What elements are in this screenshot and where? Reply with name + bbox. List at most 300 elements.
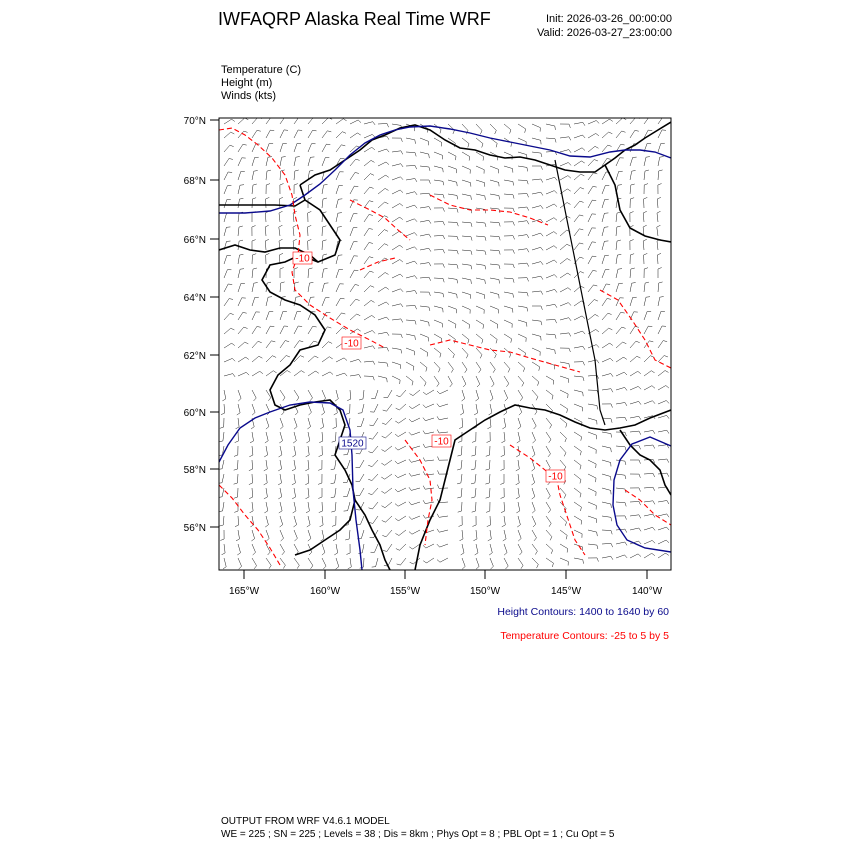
wind-barb	[503, 530, 506, 541]
wind-barb	[518, 166, 528, 171]
wind-barb	[420, 292, 430, 296]
lat-label: 56°N	[183, 523, 206, 534]
wind-barb	[616, 131, 626, 138]
wind-barb	[532, 432, 536, 443]
wind-barb	[383, 404, 392, 411]
wind-barb	[378, 273, 389, 279]
wind-barb	[364, 160, 375, 166]
wind-barb	[486, 446, 490, 456]
wind-barb	[490, 124, 496, 134]
wind-barb	[588, 390, 598, 394]
wind-barb	[490, 558, 493, 569]
wind-barb	[546, 418, 552, 429]
wind-barb	[434, 208, 445, 212]
wind-barb	[457, 460, 462, 470]
wind-barb	[643, 239, 647, 250]
wind-barb	[224, 358, 235, 362]
wind-barb	[462, 194, 471, 200]
wind-barb	[490, 362, 495, 373]
wind-barb	[392, 151, 403, 155]
wind-barb	[434, 194, 444, 198]
wind-barb	[280, 311, 287, 320]
wind-barb	[546, 320, 557, 324]
init-time: Init: 2026-03-26_00:00:00	[546, 13, 672, 25]
wind-barb	[336, 358, 347, 362]
wind-barb	[658, 527, 669, 530]
wind-barb	[588, 256, 596, 264]
wind-barb	[462, 180, 471, 187]
wind-barb	[409, 544, 420, 549]
wind-barb	[336, 373, 347, 376]
wind-barb	[560, 318, 571, 321]
wind-barb	[350, 159, 360, 166]
wind-barb	[420, 376, 426, 386]
wind-barb	[293, 502, 296, 513]
wind-barb	[266, 341, 275, 348]
wind-barb	[266, 326, 274, 334]
wind-barb	[471, 446, 476, 456]
wind-barb	[574, 544, 583, 551]
wind-barb	[448, 334, 455, 343]
wind-barb	[532, 276, 543, 279]
wind-barb	[224, 343, 235, 348]
wind-barb	[264, 488, 268, 499]
wind-barb	[392, 217, 403, 222]
wind-barb	[406, 166, 417, 170]
wind-barb	[485, 474, 490, 484]
wind-barb	[294, 418, 297, 429]
wind-barb	[359, 390, 364, 400]
wind-barb	[546, 124, 555, 130]
lon-label: 155°W	[389, 586, 421, 597]
wind-barb	[434, 235, 445, 239]
wind-barb	[476, 558, 479, 569]
wind-barb	[406, 192, 417, 195]
wind-barb	[423, 486, 434, 490]
wind-barb	[574, 135, 585, 138]
wind-barb	[616, 446, 626, 451]
wind-barb	[406, 261, 417, 264]
wind-barb	[437, 390, 448, 394]
wind-barb	[532, 262, 543, 265]
wind-barb	[382, 502, 393, 508]
wind-barb	[658, 268, 662, 279]
wind-barb	[395, 418, 406, 423]
wind-barb	[658, 459, 669, 463]
wind-barb	[308, 371, 319, 376]
lon-label: 150°W	[469, 586, 501, 597]
wind-barb	[238, 283, 245, 292]
wind-barb	[588, 404, 598, 409]
wind-barb	[336, 328, 346, 334]
wind-barb	[357, 418, 364, 427]
wind-barb	[546, 218, 557, 222]
wind-barb	[546, 191, 557, 194]
wind-barb	[409, 432, 420, 435]
wind-barb	[658, 297, 664, 307]
wind-barb	[420, 166, 430, 171]
wind-barb	[280, 558, 285, 569]
model-info: OUTPUT FROM WRF V4.6.1 MODEL	[221, 816, 390, 827]
wind-barb	[476, 180, 485, 187]
wind-barb	[462, 152, 470, 161]
wind-barb	[406, 291, 417, 295]
wind-barb	[378, 317, 389, 320]
wind-barb	[602, 556, 613, 559]
wind-barb	[489, 404, 492, 415]
wind-barb	[350, 173, 359, 181]
southeast-panhandle	[620, 430, 671, 495]
wind-barb	[532, 192, 543, 195]
wind-barb	[294, 530, 297, 541]
wind-barb	[602, 132, 612, 138]
wind-barb	[252, 356, 262, 362]
wind-barb	[630, 488, 641, 492]
wind-barb	[336, 284, 344, 292]
wind-barb	[347, 390, 351, 401]
wind-barb	[490, 292, 499, 298]
wind-barb	[462, 278, 471, 284]
wind-barb	[294, 268, 298, 278]
wind-barb	[448, 250, 458, 254]
wind-barb	[350, 299, 360, 306]
wind-barb	[602, 502, 611, 508]
wind-barb	[409, 502, 420, 505]
wind-barb	[423, 404, 434, 408]
wind-barb	[294, 516, 297, 527]
wind-barb	[500, 474, 504, 485]
wind-barb	[504, 222, 515, 226]
wind-barb	[236, 530, 240, 541]
wind-barb	[574, 331, 585, 334]
wind-barb	[224, 213, 231, 222]
wind-barb	[560, 558, 568, 566]
wind-barb	[448, 236, 458, 240]
wind-barb	[378, 149, 389, 152]
wind-barb	[420, 152, 429, 158]
wind-barb	[344, 502, 350, 511]
wind-barb	[460, 404, 463, 415]
wind-barb	[396, 390, 406, 397]
wind-barb	[644, 386, 655, 390]
wind-barb	[560, 244, 570, 250]
wind-barb	[546, 488, 550, 499]
wind-barb	[560, 446, 566, 456]
wind-barb	[319, 502, 323, 513]
height-contours	[219, 126, 671, 570]
wind-barb	[280, 268, 284, 279]
wind-barb	[350, 214, 357, 222]
height-contour-label: 1520	[341, 438, 364, 450]
wind-barb	[320, 418, 323, 429]
wind-barb	[574, 362, 585, 366]
wind-barb	[434, 264, 445, 268]
wind-barb	[448, 376, 452, 387]
wind-barb	[448, 166, 457, 173]
wind-barb	[490, 236, 500, 240]
wind-barb	[322, 558, 326, 569]
wind-barb	[224, 145, 234, 152]
wind-barb	[294, 371, 305, 376]
wind-barb	[476, 278, 485, 284]
wind-barb	[318, 488, 322, 499]
wind-barb	[368, 488, 378, 495]
wind-barb	[364, 331, 375, 335]
wind-barb	[658, 540, 669, 544]
wind-barb	[616, 226, 621, 236]
wind-barb	[630, 431, 641, 435]
wind-barb	[308, 558, 313, 569]
height-contour-legend: Height Contours: 1400 to 1640 by 60	[497, 606, 669, 618]
wind-barb	[280, 157, 286, 167]
wind-barb	[574, 122, 585, 125]
wind-barb	[602, 119, 613, 124]
wind-barb	[434, 138, 442, 146]
wind-barb	[657, 253, 661, 264]
wind-barb	[532, 179, 543, 183]
wind-barb	[336, 269, 343, 278]
wind-barb	[602, 145, 612, 152]
wind-barb	[546, 177, 557, 180]
wind-barb	[368, 446, 378, 453]
wind-barb	[518, 376, 524, 386]
wind-barb	[504, 166, 513, 173]
wind-barb	[252, 558, 257, 569]
wind-barb	[658, 311, 665, 320]
wind-barb	[381, 460, 392, 465]
wind-barb	[532, 474, 535, 485]
wind-barb	[336, 255, 342, 264]
wind-barb	[238, 118, 248, 124]
wind-barb	[252, 297, 259, 306]
wind-barb	[462, 334, 469, 344]
wind-barb	[518, 348, 526, 357]
wind-barb	[658, 553, 669, 558]
wind-barb	[588, 300, 598, 307]
wind-barb	[602, 374, 613, 377]
wind-barb	[532, 348, 540, 356]
lat-label: 68°N	[183, 176, 206, 187]
wind-barb	[266, 312, 273, 321]
wind-barb	[518, 180, 528, 184]
wind-barb	[474, 404, 478, 415]
wind-barb	[471, 474, 476, 484]
wind-barb	[476, 348, 482, 358]
wind-barb	[504, 306, 513, 313]
wind-barb	[392, 362, 401, 369]
wind-barb	[658, 356, 668, 363]
wind-barb	[294, 130, 302, 138]
wind-barb	[423, 431, 434, 434]
wind-barb	[602, 328, 612, 334]
wind-barb	[266, 530, 269, 541]
field-label-height: Height (m)	[221, 77, 273, 89]
wind-barb	[369, 418, 378, 426]
lon-label: 160°W	[309, 586, 341, 597]
wind-barb	[546, 289, 557, 292]
wind-barb	[250, 502, 254, 513]
wind-barb	[406, 334, 415, 340]
wind-barb	[252, 268, 257, 278]
wind-barb	[364, 286, 374, 292]
wind-barb	[382, 530, 392, 537]
wind-barb	[616, 542, 627, 545]
wind-barb	[574, 376, 584, 381]
wind-barb	[504, 278, 514, 283]
wind-barb	[560, 362, 570, 368]
wind-barb	[252, 254, 256, 264]
wind-barb	[420, 277, 431, 281]
wind-barb	[518, 124, 526, 133]
wind-barb	[280, 282, 285, 292]
wind-barb	[486, 502, 490, 512]
temp-contour-south-b	[405, 440, 432, 545]
wind-barb	[322, 158, 329, 166]
wind-barb	[643, 211, 647, 222]
wind-barb	[658, 282, 663, 292]
wind-barb	[471, 460, 476, 470]
wind-barb	[448, 362, 453, 373]
wind-barb	[532, 138, 541, 144]
wind-barb	[252, 544, 256, 555]
wind-barb	[371, 544, 379, 552]
wind-barb	[476, 138, 483, 148]
wind-barb	[574, 215, 583, 222]
wind-barb	[322, 357, 333, 362]
wind-barb	[234, 460, 238, 470]
wind-barb	[350, 270, 358, 278]
wind-barb	[238, 357, 249, 362]
wind-barb	[476, 362, 481, 373]
wind-barb	[574, 460, 581, 469]
wind-barb	[588, 460, 596, 468]
wind-barb	[252, 240, 256, 250]
wind-barb	[532, 460, 535, 471]
wind-barb	[307, 418, 310, 429]
wind-barb	[658, 130, 666, 138]
wind-barb	[532, 418, 536, 429]
wind-barb	[252, 283, 258, 293]
wind-barb	[518, 418, 521, 429]
wind-barb	[294, 157, 300, 167]
wind-barb	[364, 346, 375, 349]
wind-barb	[409, 473, 420, 476]
wind-barb	[364, 187, 374, 194]
wind-barb	[238, 558, 242, 569]
wind-barb	[308, 211, 312, 222]
wind-barb	[602, 255, 609, 264]
wind-barb	[336, 145, 345, 152]
wind-barb	[252, 371, 263, 376]
wind-barb	[560, 418, 567, 428]
wind-barb	[322, 298, 329, 306]
wind-barb	[238, 158, 246, 166]
wind-barb	[222, 544, 226, 555]
wind-barb	[574, 502, 581, 511]
wind-barb	[560, 432, 566, 442]
wind-barb	[644, 473, 655, 477]
wind-barb	[560, 516, 567, 526]
wind-barb	[574, 286, 584, 292]
temperature-contours	[219, 128, 671, 565]
wind-barb	[294, 558, 299, 569]
wind-barb	[588, 558, 599, 562]
wind-barb	[358, 404, 364, 413]
wind-barb	[448, 180, 457, 186]
wind-barb	[434, 250, 445, 254]
wind-barb	[658, 501, 669, 505]
wind-barb	[588, 173, 597, 180]
wind-barb	[560, 203, 571, 209]
field-label-winds: Winds (kts)	[221, 90, 276, 102]
wind-barb	[644, 553, 655, 558]
wind-barb	[437, 404, 448, 407]
temp-contour-label: -10	[548, 471, 563, 483]
wind-barb	[574, 530, 582, 538]
wind-barb	[630, 341, 640, 348]
wind-barb	[457, 488, 462, 498]
wind-barb	[364, 229, 373, 237]
lon-label: 140°W	[631, 586, 663, 597]
wind-barb	[278, 460, 281, 471]
wind-barb	[333, 530, 337, 541]
wind-barb	[657, 225, 661, 236]
wind-barb	[423, 418, 434, 421]
wind-barb	[472, 432, 476, 442]
wind-barb	[588, 214, 596, 222]
wind-barb	[420, 193, 431, 197]
wind-barb	[532, 166, 543, 170]
wind-barb	[234, 446, 238, 456]
wind-barb	[292, 488, 296, 499]
wind-barb	[392, 348, 402, 353]
wind-barb	[321, 530, 324, 541]
wind-barb	[371, 390, 378, 399]
wind-barb	[488, 530, 492, 541]
wind-barb	[532, 320, 542, 325]
wind-barb	[280, 341, 289, 348]
wind-barb	[517, 516, 520, 527]
wind-barb	[357, 516, 365, 524]
lat-label: 70°N	[183, 116, 206, 127]
wind-barb	[574, 243, 583, 250]
wind-barb	[294, 341, 303, 348]
wind-barb	[381, 474, 392, 479]
wind-barb	[504, 264, 514, 268]
wind-barb	[462, 376, 466, 387]
wind-barb	[392, 260, 403, 265]
wind-barb	[397, 558, 406, 565]
wind-barb	[502, 516, 506, 527]
wind-barb	[546, 390, 553, 399]
wind-barb	[308, 326, 317, 334]
wind-barb	[560, 376, 569, 383]
wind-barb	[308, 239, 312, 250]
wind-barb	[516, 488, 519, 499]
wind-barb	[383, 544, 392, 551]
wind-barb	[501, 502, 505, 513]
wind-barb	[406, 233, 417, 236]
wind-barb	[434, 362, 440, 372]
wind-barb	[266, 144, 273, 153]
wind-barb	[546, 204, 557, 208]
wind-barb	[238, 144, 247, 152]
wind-barb	[532, 376, 539, 386]
wind-barb	[504, 348, 511, 358]
wind-barb	[378, 376, 387, 382]
wind-barb	[266, 371, 277, 376]
wind-barb	[458, 446, 463, 456]
